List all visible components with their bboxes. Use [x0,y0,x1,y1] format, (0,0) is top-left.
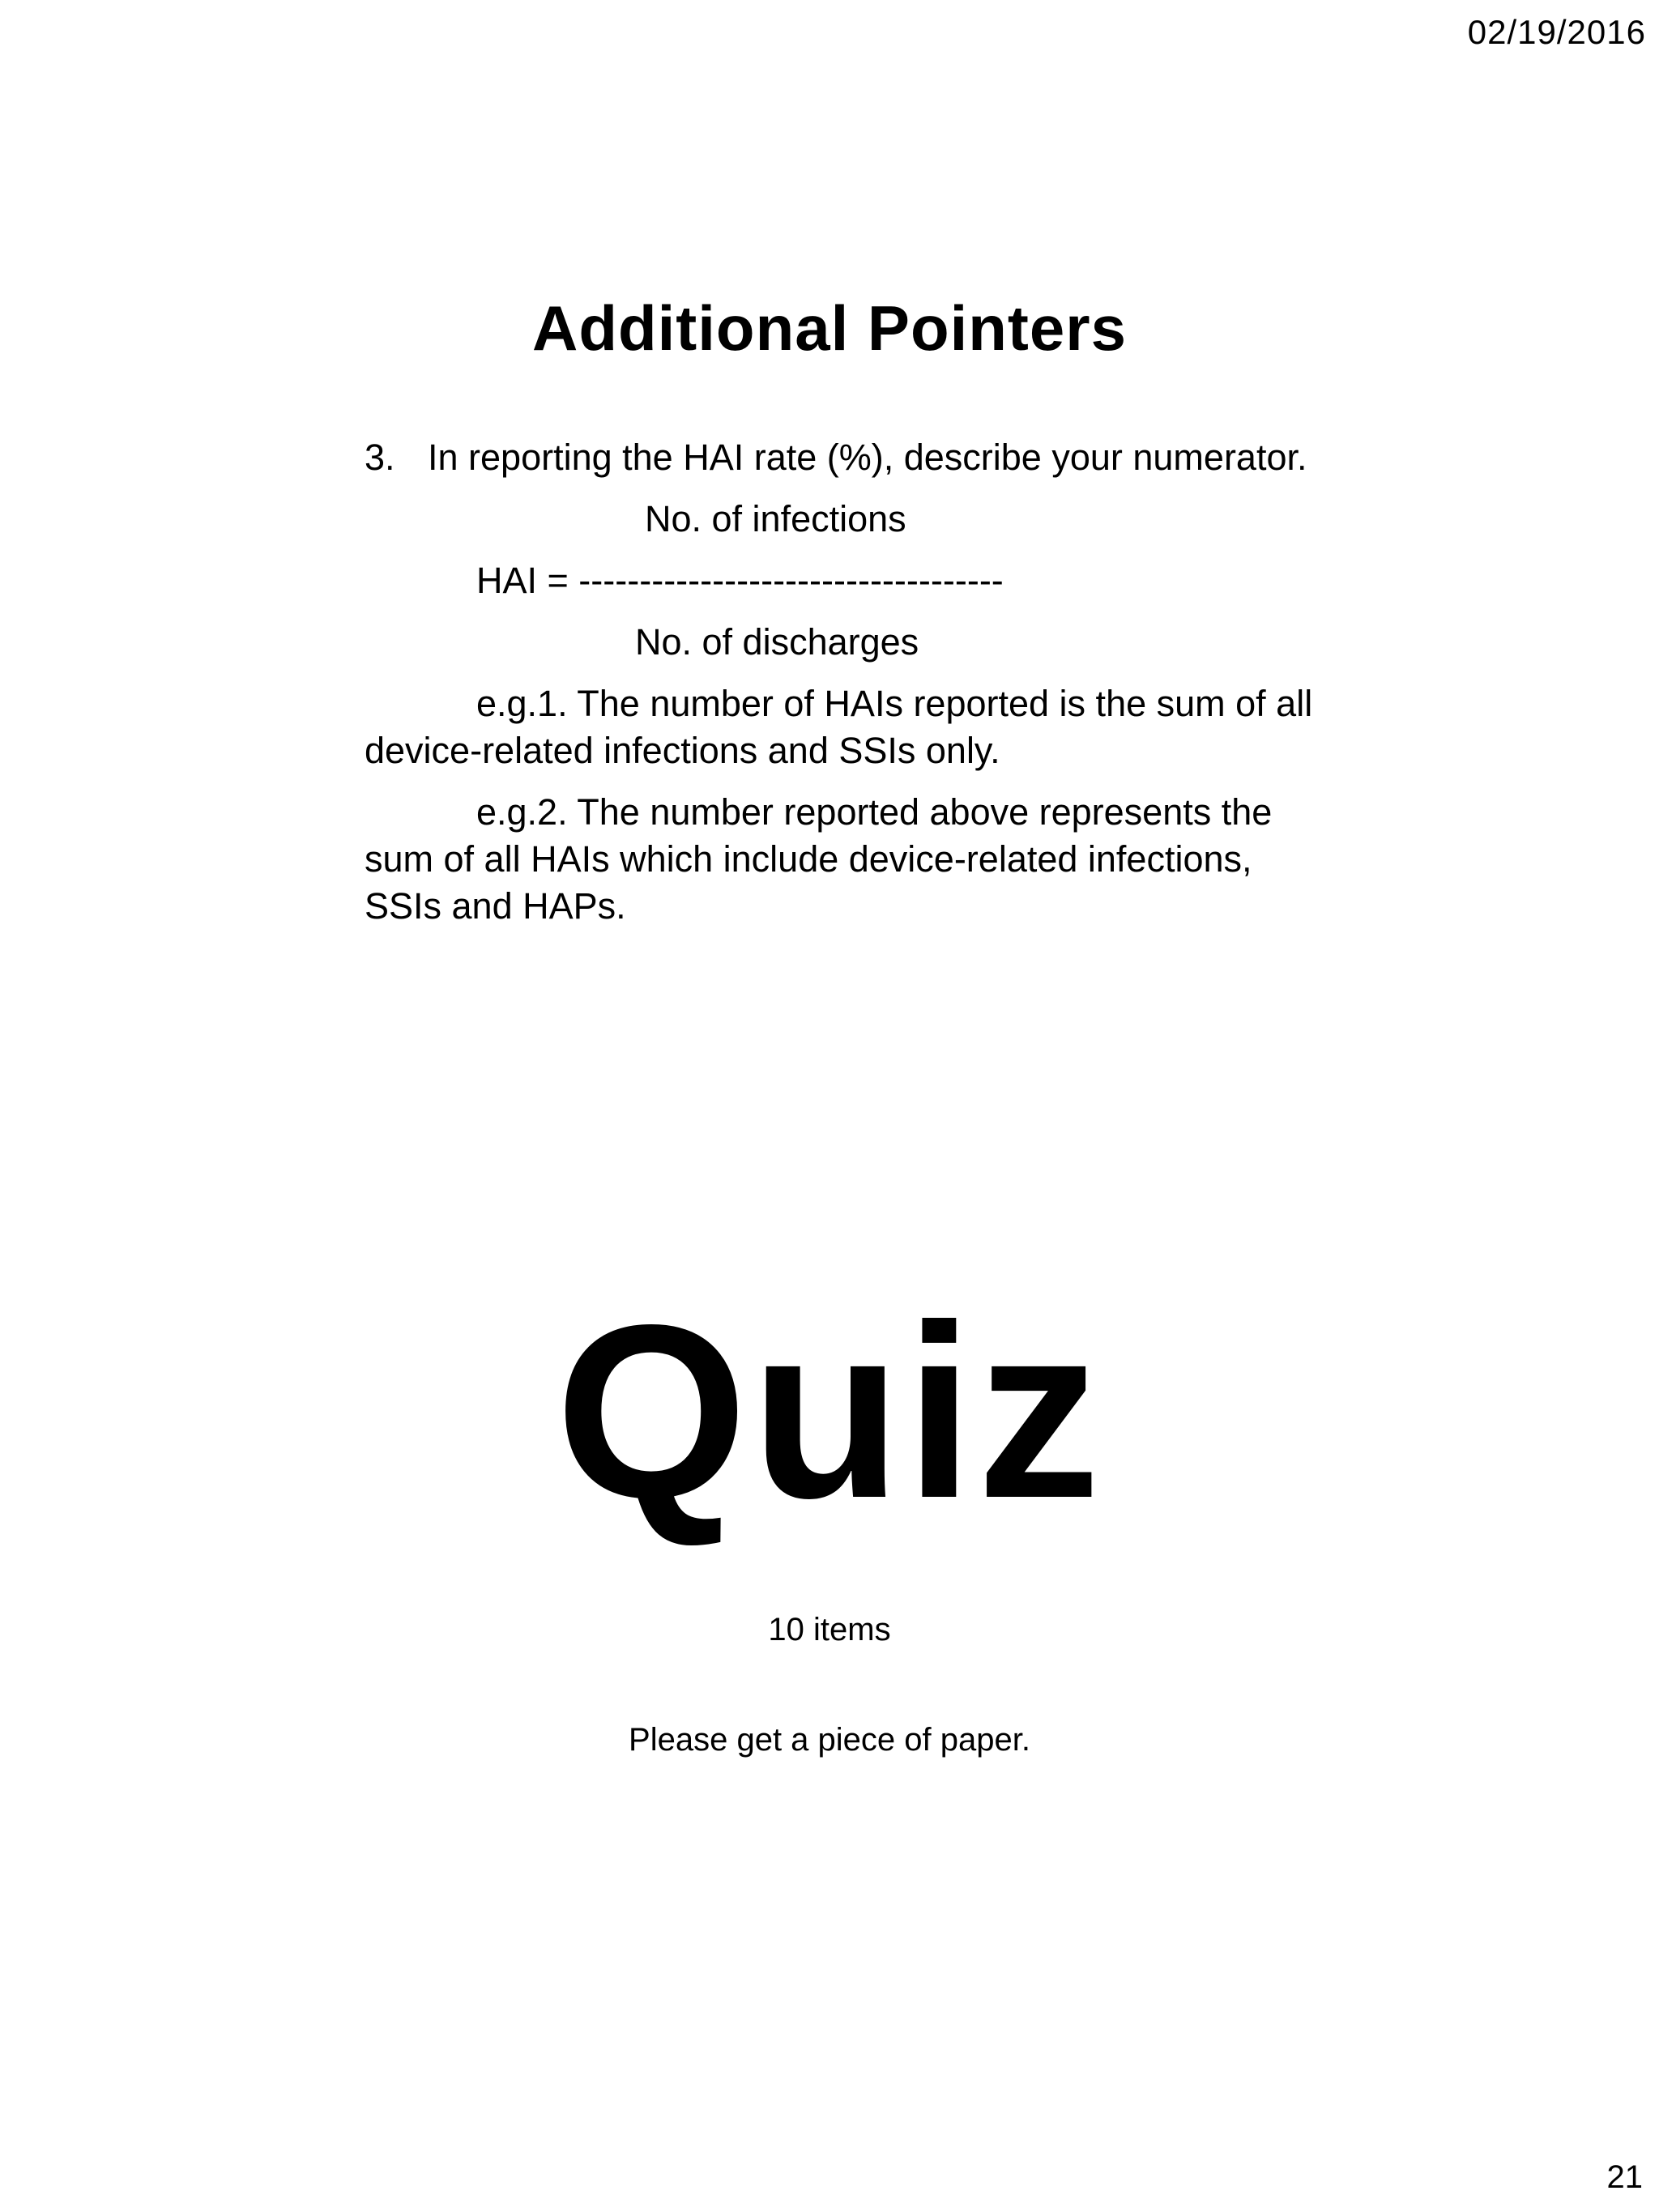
slide-title-quiz: Quiz [555,1273,1104,1549]
quiz-item-count: 10 items [768,1612,891,1647]
formula-denominator: No. of discharges [635,621,919,663]
numbered-point [365,434,1337,481]
handout-date: 02/19/2016 [1467,13,1646,51]
slide-title-additional-pointers: Additional Pointers [531,292,1128,364]
formula-fraction-line: HAI = ----------------------------------- [476,560,1004,601]
formula-numerator: No. of infections [645,498,906,539]
point-number: 3. [365,437,395,478]
example-1: e.g.1. The number of HAIs reported is the sum of all device-related infections and SSIs only. [365,683,1313,771]
page-number: 21 [1606,2159,1643,2195]
example-2: e.g.2. The number reported above represents the sum of all HAIs which include device-related infections, SSIs and HAPs. [365,791,1273,927]
quiz-instruction: Please get a piece of paper. [629,1722,1030,1758]
point-text: In reporting the HAI rate (%), describe your numerator. [428,437,1307,478]
slide-body [365,434,1337,930]
